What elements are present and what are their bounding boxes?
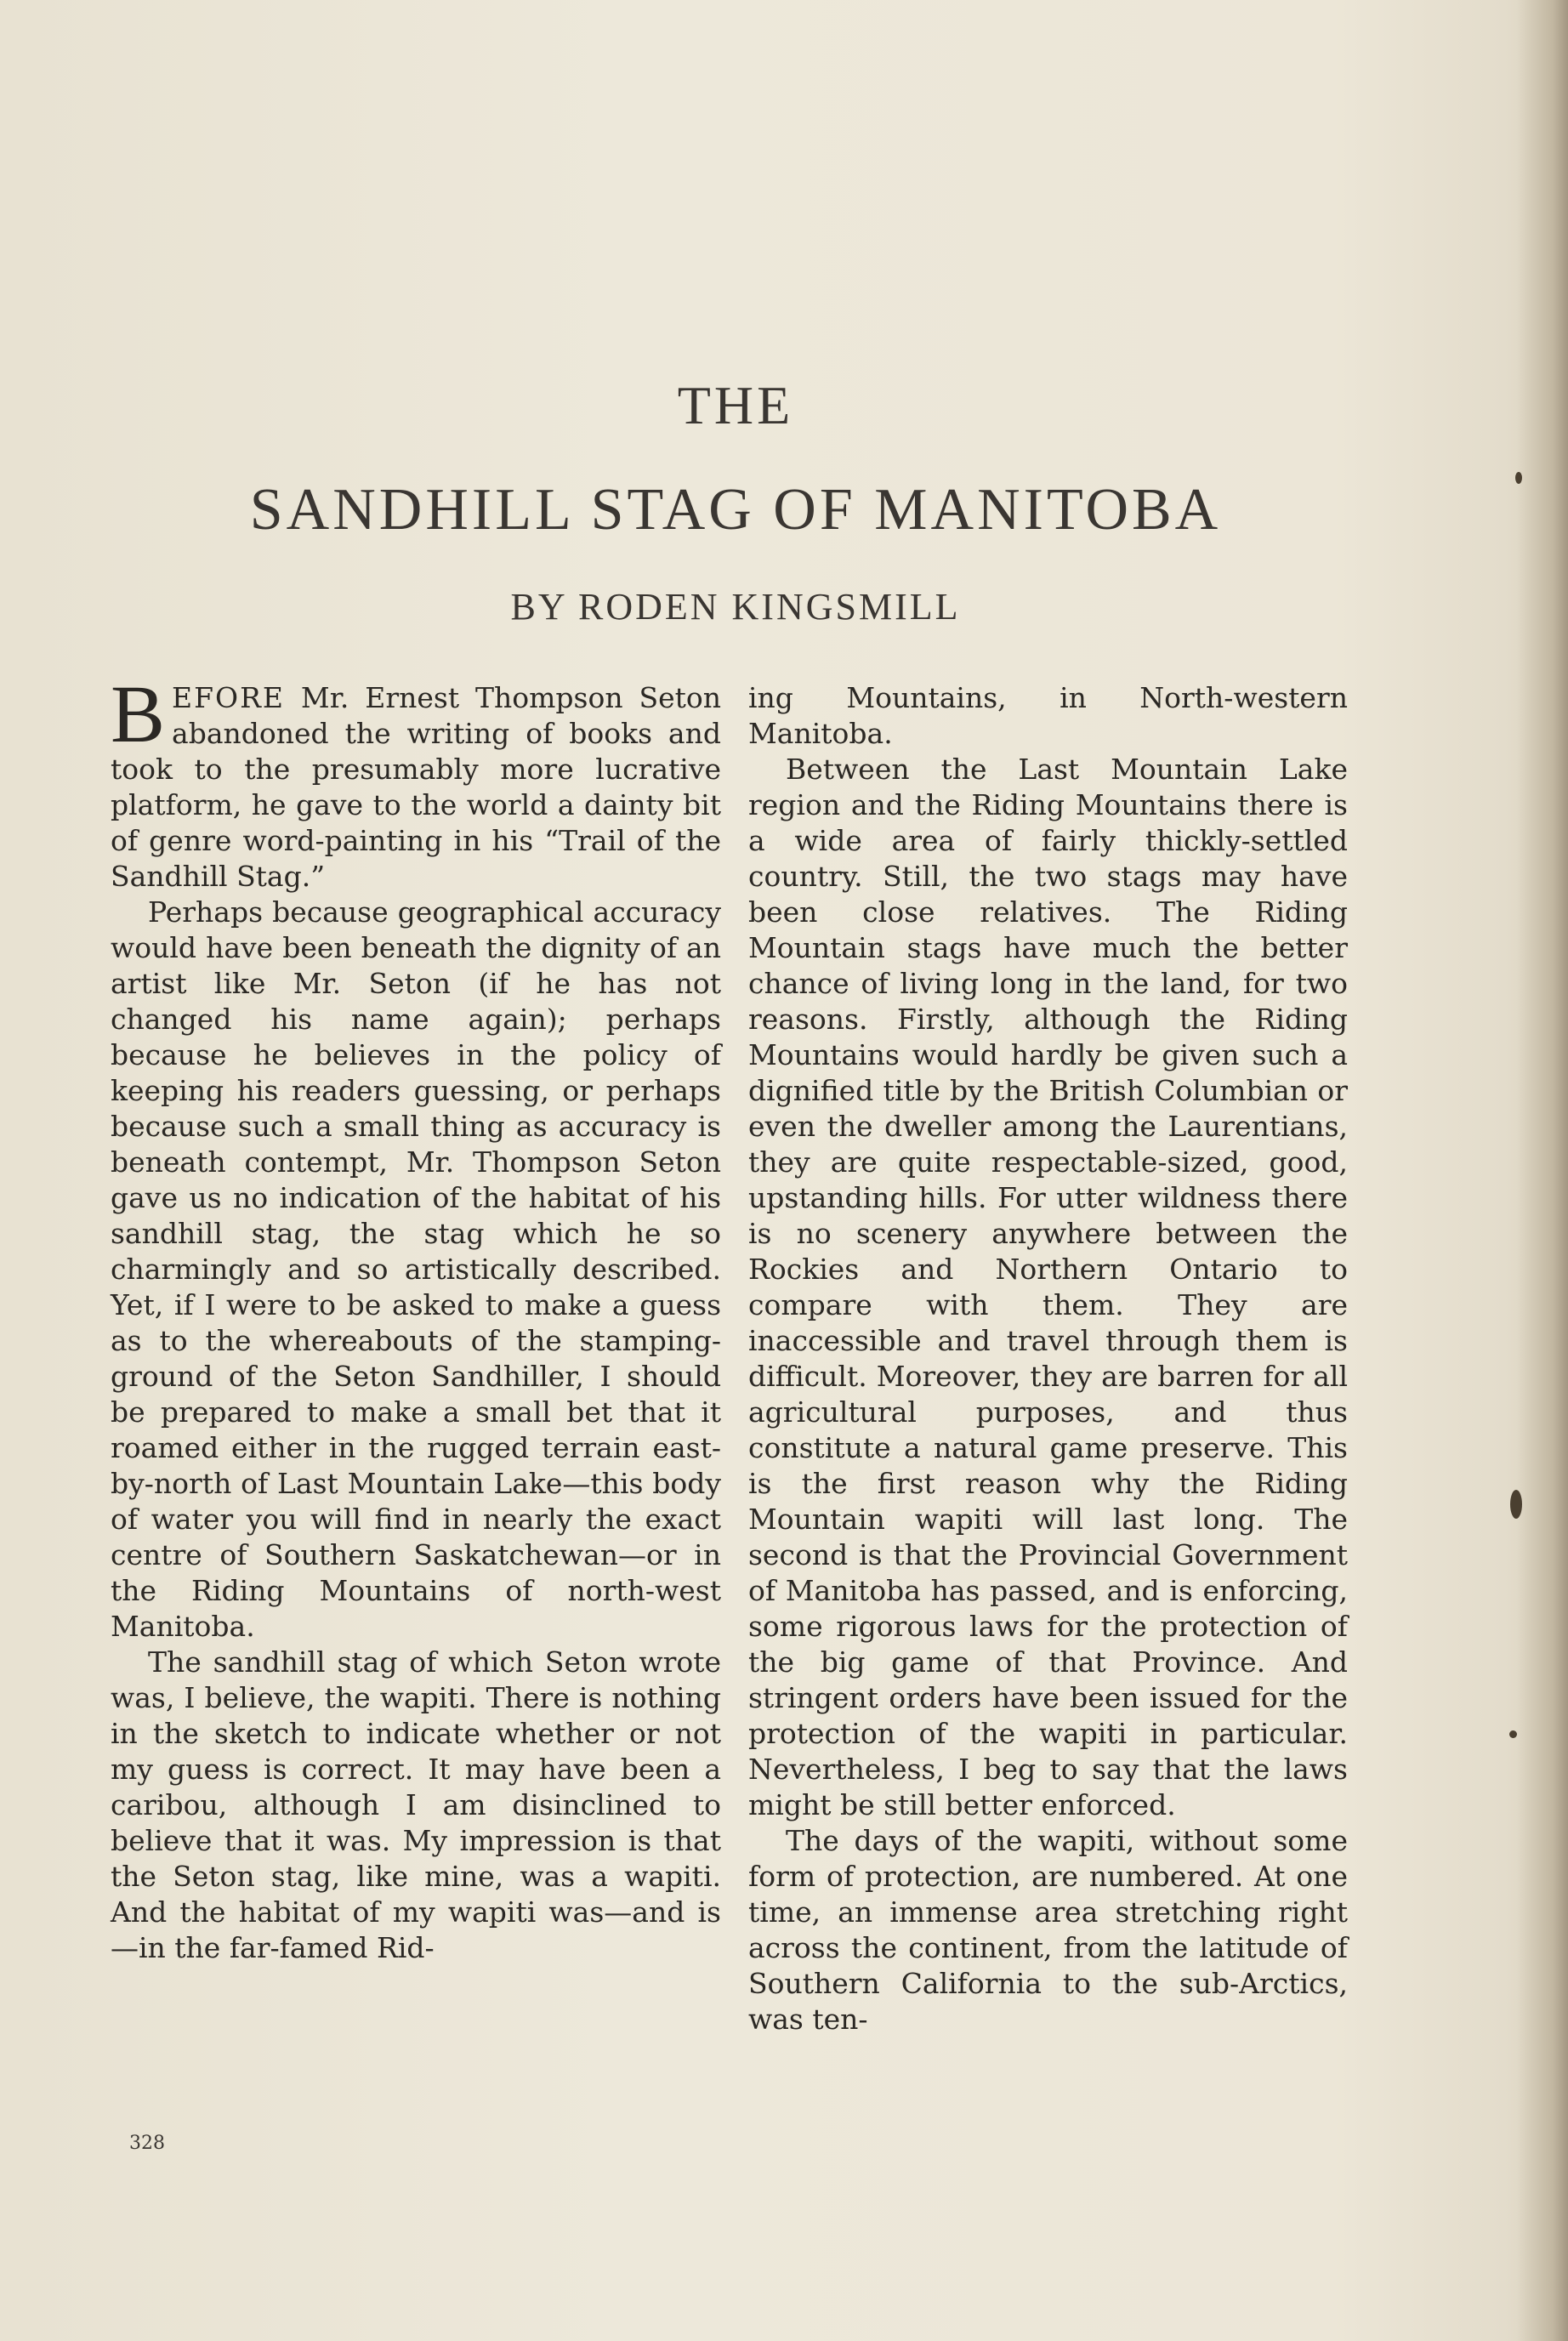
article-title: SANDHILL STAG OF MANITOBA bbox=[249, 477, 1222, 543]
paragraph-4: ing Mountains, in North-western Manitoba. bbox=[748, 681, 1348, 750]
column-left bbox=[111, 668, 721, 1966]
paper-speck bbox=[1515, 472, 1522, 484]
paragraph-2: Perhaps because geographical accuracy would have been beneath the dignity of an artist like Mr. Seton (if he has not changed his name again); perhaps because he believes in the policy of keeping his readers guessing, or perhaps because such a small thing as accuracy is beneath contempt, Mr. Thompson Seton gave us no indication of the habitat of his sandhill stag, the stag which he so charmingly and so artistically described. Yet, if I were to be asked to make a guess as to the whereabouts of the stamping-ground of the Seton Sandhiller, I should be prepared to make a small bet that it roamed either in the rugged terrain east-by-north of Last Mountain Lake—this body of water you will find in nearly the exact centre of Southern Saskatchewan—or in the Riding Mountains of north-west Manitoba. bbox=[111, 895, 721, 1643]
paragraph-1 bbox=[111, 668, 721, 895]
title-line-1: THE bbox=[677, 375, 794, 435]
paper-speck bbox=[1509, 1730, 1517, 1738]
spine-shadow bbox=[1517, 0, 1568, 2341]
column-right bbox=[748, 680, 1348, 2037]
paper-speck bbox=[1510, 1490, 1522, 1519]
paragraph-3: The sandhill stag of which Seton wrote was, I believe, the wapiti. There is nothing in the sketch to indicate whether or not my guess is correct. It may have been a caribou, although I am disinclined to believe that it was. My impression is that the Seton stag, like mine, was a wapiti. And the habitat of my wapiti was—and is—in the far-famed Rid- bbox=[111, 1645, 721, 1964]
opening-word: EFORE bbox=[172, 681, 286, 714]
paragraph-6: The days of the wapiti, without some form of protection, are numbered. At one time, an immense area stretching right across the continent, from the latitude of Southern California to the sub-Arctics, was ten- bbox=[748, 1824, 1348, 2036]
byline: BY RODEN KINGSMILL bbox=[510, 586, 961, 628]
drop-cap: B bbox=[111, 668, 166, 759]
page-number: 328 bbox=[129, 2133, 165, 2154]
paragraph-5: Between the Last Mountain Lake region and the Riding Mountains there is a wide area of fairly thickly-settled country. Still, the two stags may have been close relatives. The Riding Mountain stags have much the better chance of living long in the land, for two reasons. Firstly, although the Riding Mountains would hardly be given such a dignified title by the British Columbian or even the dweller among the Laurentians, they are quite respectable-sized, good, upstanding hills. For utter wildness there is no scenery anywhere between the Rockies and Northern Ontario to compare with them. They are inaccessible and travel through them is difficult. Moreover, they are barren for all agricultural purposes, and thus constitute a natural game preserve. This is the first reason why the Riding Mountain wapiti will last long. The second is that the Provincial Government of Manitoba has passed, and is enforcing, some rigorous laws for the protection of the big game of that Province. And stringent orders have been issued for the protection of the wapiti in particular. Nevertheless, I beg to say that the laws might be still better enforced. bbox=[748, 753, 1348, 1821]
paragraph-1-text: Mr. Ernest Thompson Seton abandoned the writing of books and took to the presumably more lucrative platform, he gave to the world a dainty bit of genre word-painting in his “Trail of the Sandhill Stag.” bbox=[111, 681, 721, 893]
